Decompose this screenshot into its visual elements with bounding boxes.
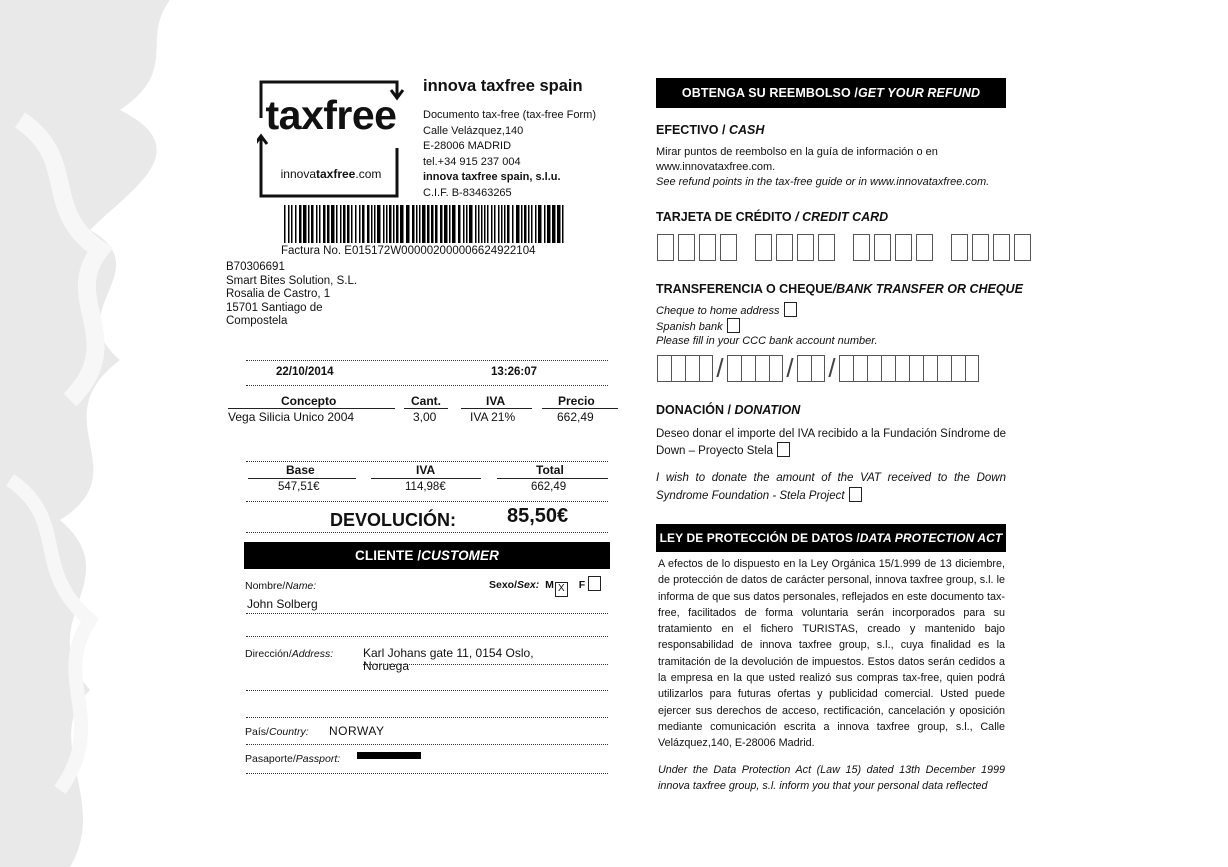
donation-checkbox[interactable] [777, 442, 790, 457]
cheque-home: Cheque to home address [656, 302, 797, 317]
sex-f-checkbox[interactable] [588, 576, 601, 591]
barcode-bar [323, 205, 326, 243]
barcode-bar [355, 205, 357, 243]
spanish-bank-checkbox[interactable] [727, 318, 740, 333]
totals-total: 662,49 [531, 481, 567, 493]
barcode-bar [311, 205, 314, 243]
col-precio: Precio [558, 394, 595, 408]
sex-m-checkbox[interactable]: X [555, 582, 568, 597]
item-precio: 662,49 [557, 410, 594, 424]
totals-underline [371, 478, 481, 479]
divider [246, 613, 608, 614]
barcode-bar [377, 205, 381, 243]
logo-site: innovataxfree.com [280, 167, 382, 181]
totals-base: 547,51€ [278, 481, 320, 493]
barcode-bar [295, 205, 297, 243]
col-cant: Cant. [411, 394, 441, 408]
barcode-bar [466, 205, 468, 243]
header-underline [461, 408, 532, 409]
barcode-bar [412, 205, 415, 243]
barcode-bar [367, 205, 370, 243]
barcode-bar [406, 205, 410, 243]
barcode-bar [327, 205, 330, 243]
divider [246, 717, 608, 718]
barcode-bar [547, 205, 551, 243]
company-name: innova taxfree spain [423, 77, 583, 95]
cash-text: Mirar puntos de reembolso en la guía de información o en www.innovataxfree.com. See refund points in the tax-free guide or in www.innovataxfree.com. [656, 146, 990, 188]
customer-header: CLIENTE / CUSTOMER [244, 542, 610, 569]
barcode-bar [362, 205, 365, 243]
header-underline [542, 408, 618, 409]
barcode-bar [422, 205, 426, 243]
barcode-bar [531, 205, 533, 243]
barcode-bar [371, 205, 373, 243]
invoice-date: 22/10/2014 [276, 366, 334, 378]
barcode-bar [427, 205, 430, 243]
name-label: Nombre/Name: [245, 580, 317, 592]
barcode-bar [291, 205, 293, 243]
totals-iva-label: IVA [416, 463, 436, 477]
totals-iva: 114,98€ [405, 481, 446, 493]
customer-name: John Solberg [247, 597, 318, 611]
totals-underline [497, 478, 608, 479]
taxfree-logo [257, 78, 405, 200]
passport-redacted [357, 752, 421, 759]
barcode-bar [528, 205, 530, 243]
donation-title: DONACIÓN / DONATION [656, 403, 801, 417]
barcode-bar [396, 205, 399, 243]
privacy-header: LEY DE PROTECCIÓN DE DATOS / DATA PROTECTION ACT [656, 524, 1006, 552]
barcode-bar [351, 205, 353, 243]
shop-info: B70306691 Smart Bites Solution, S.L. Rosalia de Castro, 1 15701 Santiago de Compostela [226, 261, 358, 327]
privacy-text-en: Under the Data Protection Act (Law 15) dated 13th December 1999 innova taxfree group, s.l. inform you that your personal data reflected [658, 764, 1005, 792]
barcode-bar [389, 205, 392, 243]
divider [246, 744, 608, 745]
card-title: TARJETA DE CRÉDITO / CREDIT CARD [656, 210, 889, 224]
header-underline [404, 408, 448, 409]
barcode-bar [491, 205, 493, 243]
country-value: NORWAY [329, 724, 385, 738]
col-iva: IVA [486, 394, 506, 408]
barcode-bar [419, 205, 421, 243]
barcode-bar [440, 205, 443, 243]
item-cant: 3,00 [413, 410, 437, 424]
barcode-bar [516, 205, 520, 243]
bank-account-boxes[interactable]: / / / [657, 355, 979, 382]
barcode-bar [319, 205, 321, 243]
barcode-bar [544, 205, 546, 243]
barcode-bar [463, 205, 465, 243]
refund-amount: 85,50€ [507, 505, 569, 527]
ccc-note: Please fill in your CCC bank account number. [656, 335, 878, 347]
barcode-bar [504, 205, 506, 243]
passport-label: Pasaporte/Passport: [245, 753, 341, 765]
barcode-bar [383, 205, 385, 243]
refund-label: DEVOLUCIÓN: [330, 510, 456, 530]
barcode-bar [374, 205, 376, 243]
divider [246, 461, 608, 462]
spanish-bank: Spanish bank [656, 318, 740, 333]
sex-field: Sexo/Sex: M X F [489, 576, 601, 597]
donation-text-en: I wish to donate the amount of the VAT received to the Down Syndrome Foundation - Stela Project [656, 472, 1006, 502]
credit-card-boxes[interactable] [657, 234, 1035, 266]
barcode-bar [308, 205, 310, 243]
address-label: Dirección/Address: [245, 648, 334, 660]
cash-title: EFECTIVO / CASH [656, 123, 765, 137]
barcode-bar [475, 205, 477, 243]
divider [246, 532, 608, 533]
barcode-bar [386, 205, 388, 243]
barcode-bar [562, 205, 564, 243]
background-texture [0, 0, 260, 867]
barcode-bar [524, 205, 527, 243]
barcode-bar [484, 205, 486, 243]
address-value: Karl Johans gate 11, 0154 Oslo, Noruega [363, 646, 534, 673]
barcode-bar [494, 205, 496, 243]
cheque-home-checkbox[interactable] [784, 302, 797, 317]
totals-underline [248, 478, 356, 479]
divider [246, 690, 608, 691]
barcode-bar [340, 205, 342, 243]
donation-en-checkbox[interactable] [849, 487, 862, 502]
barcode-bar [303, 205, 307, 243]
divider [246, 636, 608, 637]
privacy-text: A efectos de lo dispuesto en la Ley Orgánica 15/1.999 de 13 diciembre, de protección de datos de carácter personal, innova taxfree group, s.l. le informa de que sus datos personales, reflejados en este documento tax-free, facilitados de forma voluntaria serán incorporados para su tratamiento en el fichero TURISTAS, creado y mantenido bajo responsabilidad de innova taxfree group, s.l., cuya finalidad es la tramitación de la devolución de impuestos. Estos datos serán cedidos a la empresa en la que usted realizó sus compras tax-free, quien podrá utilizarlos para futuras ofertas y publicidad comercial. Usted puede ejercer sus derechos de acceso, rectificación, cancelación y oposición mediante comunicación escrita a innova taxfree group, s.l., Calle Velázquez,140, E-28006 Madrid. [658, 558, 1005, 750]
barcode-bar [535, 205, 537, 243]
divider [246, 773, 608, 774]
barcode-bar [331, 205, 335, 243]
col-concepto: Concepto [281, 394, 337, 408]
invoice-time: 13:26:07 [491, 366, 538, 378]
barcode-bar [316, 205, 318, 243]
barcode-bar [521, 205, 523, 243]
invoice-number: Factura No. E015172W000002000006624922104 [281, 245, 536, 257]
barcode-bar [498, 205, 500, 243]
item-concepto: Vega Silicia Unico 2004 [228, 410, 355, 424]
barcode-bar [487, 205, 489, 243]
barcode-bar [288, 205, 290, 243]
refund-header: OBTENGA SU REEMBOLSO / GET YOUR REFUND [656, 78, 1006, 108]
barcode [284, 205, 566, 243]
item-iva: IVA 21% [470, 410, 516, 424]
barcode-bar [347, 205, 350, 243]
barcode-bar [400, 205, 404, 243]
totals-total-label: Total [536, 463, 564, 477]
barcode-bar [512, 205, 514, 243]
company-address: Documento tax-free (tax-free Form) Calle Velázquez,140 E-28006 MADRID tel.+34 915 237 004 innova taxfree spain, s.l.u. C.I.F. B-83463265 [423, 109, 596, 199]
country-label: País/Country: [245, 726, 309, 738]
barcode-bar [501, 205, 503, 243]
divider [363, 664, 608, 665]
barcode-bar [359, 205, 361, 243]
barcode-bar [416, 205, 418, 243]
barcode-bar [299, 205, 302, 243]
barcode-bar [552, 205, 556, 243]
divider [246, 360, 608, 361]
transfer-title: TRANSFERENCIA O CHEQUE/BANK TRANSFER OR CHEQUE [656, 282, 1023, 296]
totals-base-label: Base [286, 463, 315, 477]
barcode-bar [538, 205, 542, 243]
divider [246, 501, 608, 502]
barcode-bar [393, 205, 395, 243]
header-underline [228, 408, 395, 409]
divider [246, 385, 608, 386]
logo-word: taxfree [265, 92, 397, 138]
barcode-bar [431, 205, 434, 243]
barcode-bar [435, 205, 438, 243]
barcode-bar [557, 205, 561, 243]
barcode-bar [284, 205, 286, 243]
barcode-bar [481, 205, 483, 243]
barcode-bar [469, 205, 473, 243]
barcode-bar [336, 205, 338, 243]
barcode-bar [444, 205, 448, 243]
barcode-bar [478, 205, 480, 243]
donation-text: Deseo donar el importe del IVA recibido a la Fundación Síndrome de Down – Proyecto Stela [656, 428, 1006, 457]
barcode-bar [452, 205, 456, 243]
barcode-bar [343, 205, 346, 243]
barcode-bar [458, 205, 461, 243]
barcode-bar [449, 205, 451, 243]
barcode-bar [507, 205, 510, 243]
